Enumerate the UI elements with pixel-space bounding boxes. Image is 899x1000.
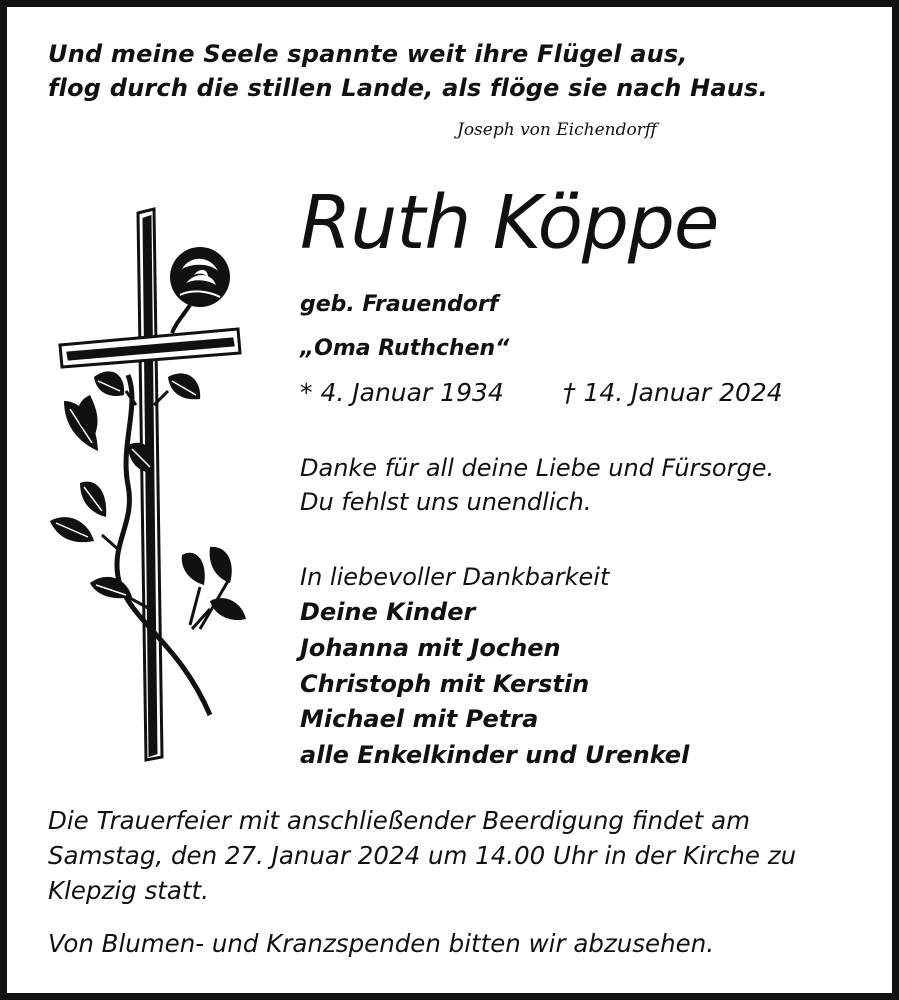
quote-line-2: flog durch die stillen Lande, als flöge sie nach Haus. [48, 74, 768, 102]
message-line-1: Danke für all deine Liebe und Fürsorge. [300, 454, 775, 482]
funeral-line-1: Die Trauerfeier mit anschließender Beerdigung findet am [48, 806, 750, 835]
flowers-note: Von Blumen- und Kranzspenden bitten wir abzusehen. [48, 929, 715, 958]
quote-author: Joseph von Eichendorff [457, 120, 657, 140]
mourner-5: alle Enkelkinder und Urenkel [300, 741, 690, 769]
mourner-4: Michael mit Petra [300, 705, 539, 733]
message-line-2: Du fehlst uns unendlich. [300, 488, 592, 516]
mourner-3: Christoph mit Kerstin [300, 670, 590, 698]
mourners-intro: In liebevoller Dankbarkeit [300, 563, 610, 591]
birth-name: geb. Frauendorf [300, 292, 499, 317]
death-date: † 14. Januar 2024 [563, 378, 783, 407]
funeral-line-3: Klepzig statt. [48, 876, 209, 905]
mourner-2: Johanna mit Jochen [300, 634, 561, 662]
quote-line-1: Und meine Seele spannte weit ihre Flügel aus, [48, 40, 688, 68]
birth-date: * 4. Januar 1934 [300, 378, 504, 407]
deceased-name: Ruth Köppe [300, 180, 719, 266]
cross-with-rose-icon [50, 205, 250, 765]
funeral-line-2: Samstag, den 27. Januar 2024 um 14.00 Uhr in der Kirche zu [48, 841, 797, 870]
nickname: „Oma Ruthchen“ [300, 336, 510, 361]
mourner-1: Deine Kinder [300, 598, 476, 626]
